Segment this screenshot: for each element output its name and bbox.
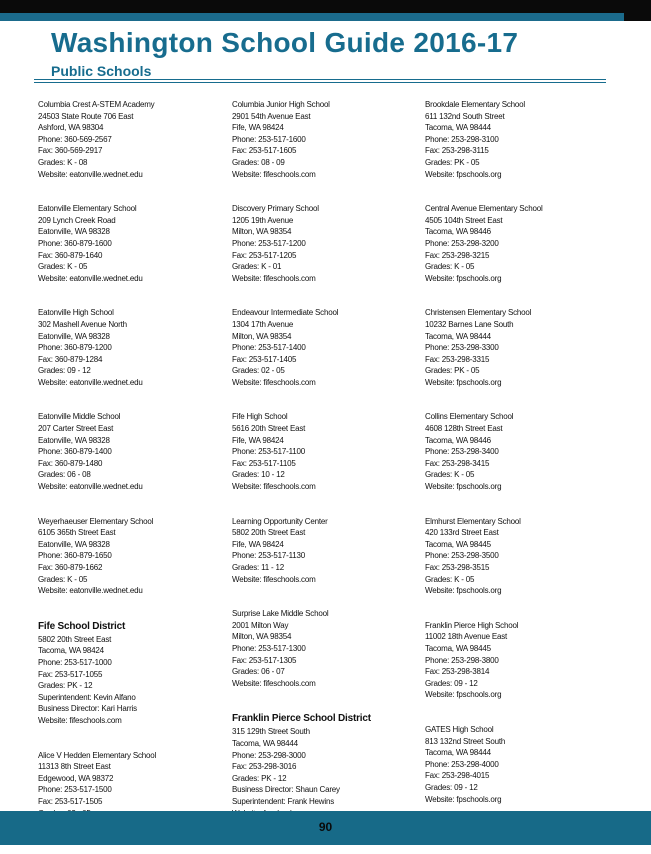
entry-detail-line: Website: fifeschools.com: [232, 169, 316, 179]
entry-detail-line: Website: eatonville.wednet.edu: [38, 169, 143, 179]
entry-detail-line: Phone: 253-298-3300: [425, 343, 499, 353]
entry-detail-line: 302 Mashell Avenue North: [38, 319, 127, 329]
entry-detail-line: Grades: PK - 12: [232, 773, 287, 783]
entry-detail-line: 4505 104th Street East: [425, 215, 503, 225]
entry-detail-line: Grades: 09 - 12: [38, 366, 91, 376]
school-entry: [38, 99, 228, 180]
school-name: Central Avenue Elementary School: [425, 204, 543, 214]
entry-detail-line: Grades: K - 05: [38, 574, 88, 584]
page-number: 90: [318, 820, 333, 834]
entry-detail-line: Phone: 360-569-2567: [38, 134, 112, 144]
entry-detail-line: Edgewood, WA 98372: [38, 773, 114, 783]
district-name: Franklin Pierce School District: [232, 713, 371, 725]
entry-detail-line: Phone: 253-298-3100: [425, 134, 499, 144]
entry-detail-line: Grades: 10 - 12: [232, 470, 285, 480]
school-entry: [425, 307, 615, 388]
entry-detail-line: Grades: PK - 05: [425, 366, 480, 376]
school-entry: [38, 203, 228, 284]
entry-detail-line: Phone: 253-298-4000: [425, 759, 499, 769]
entry-detail-line: 315 129th Street South: [232, 727, 310, 737]
entry-detail-line: Website: fifeschools.com: [232, 273, 316, 283]
school-name: Columbia Junior High School: [232, 100, 330, 109]
school-entry: [38, 307, 228, 388]
entry-detail-line: Grades: 09 - 12: [425, 782, 478, 792]
entry-detail-line: Milton, WA 98354: [232, 227, 292, 237]
entry-detail-line: Phone: 253-298-3500: [425, 551, 499, 561]
school-name: Eatonville Elementary School: [38, 204, 137, 214]
entry-detail-line: 1205 19th Avenue: [232, 215, 294, 225]
entry-detail-line: Website: fifeschools.com: [232, 678, 316, 688]
entry-detail-line: 5802 20th Street East: [232, 528, 306, 538]
entry-detail-line: Phone: 253-517-1400: [232, 343, 306, 353]
entry-detail-line: 209 Lynch Creek Road: [38, 215, 116, 225]
school-entry: [232, 608, 422, 689]
top-black-bar: [0, 0, 651, 13]
entry-detail-line: Grades: PK - 05: [425, 157, 480, 167]
entry-detail-line: Fife, WA 98424: [232, 123, 284, 133]
entry-detail-line: 10232 Barnes Lane South: [425, 319, 514, 329]
entry-detail-line: Eatonville, WA 98328: [38, 435, 110, 445]
entry-detail-line: Fax: 253-298-3016: [232, 762, 297, 772]
school-name: Elmhurst Elementary School: [425, 516, 521, 526]
entry-detail-line: Website: fifeschools.com: [232, 482, 316, 492]
entry-detail-line: Tacoma, WA 98444: [232, 738, 298, 748]
entry-detail-line: 1304 17th Avenue: [232, 319, 294, 329]
entry-detail-line: Phone: 253-298-3400: [425, 447, 499, 457]
entry-detail-line: Fife, WA 98424: [232, 435, 284, 445]
entry-detail-line: Website: eatonville.wednet.edu: [38, 273, 143, 283]
entry-detail-line: Website: eatonville.wednet.edu: [38, 482, 143, 492]
entry-detail-line: Website: fifeschools.com: [232, 574, 316, 584]
entry-detail-line: Phone: 360-879-1650: [38, 551, 112, 561]
entry-detail-line: 4608 128th Street East: [425, 424, 503, 434]
school-name: Alice V Hedden Elementary School: [38, 750, 157, 760]
entry-detail-line: Tacoma, WA 98444: [425, 331, 491, 341]
school-name: GATES High School: [425, 724, 494, 734]
listing-column-2: [232, 99, 422, 842]
listing-column-1: [38, 99, 228, 854]
entry-detail-line: Fax: 253-298-4015: [425, 771, 490, 781]
entry-detail-line: Website: eatonville.wednet.edu: [38, 586, 143, 596]
school-entry: [425, 203, 615, 284]
entry-detail-line: Fax: 253-517-1505: [38, 796, 103, 806]
entry-detail-line: Eatonville, WA 98328: [38, 227, 110, 237]
entry-detail-line: Business Director: Shaun Carey: [232, 785, 340, 795]
school-name: Christensen Elementary School: [425, 308, 532, 318]
page-subtitle: Public Schools: [51, 63, 152, 79]
school-name: Surprise Lake Middle School: [232, 609, 329, 619]
entry-detail-line: Tacoma, WA 98444: [425, 748, 491, 758]
header-rule: [34, 82, 606, 83]
entry-detail-line: Eatonville, WA 98328: [38, 331, 110, 341]
entry-detail-line: Phone: 253-517-1600: [232, 134, 306, 144]
entry-detail-line: Website: fpschools.org: [425, 586, 502, 596]
school-name: Eatonville Middle School: [38, 412, 121, 422]
entry-detail-line: Fax: 253-517-1305: [232, 655, 297, 665]
top-accent-bar: [0, 13, 651, 21]
entry-detail-line: Phone: 253-298-3000: [232, 750, 306, 760]
entry-detail-line: Website: fpschools.org: [425, 377, 502, 387]
entry-detail-line: 813 132nd Street South: [425, 736, 506, 746]
entry-detail-line: Website: fpschools.org: [425, 794, 502, 804]
entry-detail-line: Website: fifeschools.com: [232, 377, 316, 387]
entry-detail-line: Phone: 253-517-1130: [232, 551, 306, 561]
header-rule: [34, 79, 606, 80]
entry-detail-line: Grades: PK - 12: [38, 681, 93, 691]
entry-detail-line: Phone: 253-517-1100: [232, 447, 306, 457]
entry-detail-line: Grades: 02 - 05: [232, 366, 285, 376]
entry-detail-line: Grades: K - 01: [232, 262, 282, 272]
page-title: Washington School Guide 2016-17: [51, 27, 519, 58]
entry-detail-line: Website: fpschools.org: [425, 690, 502, 700]
entry-detail-line: 207 Carter Street East: [38, 424, 114, 434]
entry-detail-line: Fife, WA 98424: [232, 539, 284, 549]
entry-detail-line: Grades: K - 05: [425, 262, 475, 272]
entry-detail-line: Fax: 253-517-1405: [232, 354, 297, 364]
school-entry: [425, 99, 615, 180]
school-name: Franklin Pierce High School: [425, 620, 519, 630]
entry-detail-line: 11313 8th Street East: [38, 762, 111, 772]
entry-detail-line: Phone: 360-879-1200: [38, 343, 112, 353]
school-name: Discovery Primary School: [232, 204, 319, 214]
entry-detail-line: Phone: 253-517-1000: [38, 657, 112, 667]
entry-detail-line: Fax: 253-298-3315: [425, 354, 490, 364]
school-entry: [232, 411, 422, 492]
entry-detail-line: Milton, WA 98354: [232, 331, 292, 341]
district-name: Fife School District: [38, 620, 126, 632]
entry-detail-line: Website: fifeschools.com: [38, 715, 122, 725]
school-entry: [425, 724, 615, 805]
entry-detail-line: Grades: K - 05: [38, 262, 88, 272]
entry-detail-line: Fax: 253-298-3814: [425, 667, 490, 677]
school-entry: [232, 307, 422, 388]
entry-detail-line: Fax: 360-879-1662: [38, 563, 103, 572]
school-name: Eatonville High School: [38, 308, 114, 318]
district-entry: [38, 620, 228, 727]
school-entry: [425, 411, 615, 492]
school-name: Fife High School: [232, 412, 288, 422]
entry-detail-line: Fax: 253-298-3515: [425, 563, 490, 572]
entry-detail-line: Phone: 253-517-1500: [38, 785, 112, 795]
school-entry: [38, 411, 228, 492]
entry-detail-line: 24503 State Route 706 East: [38, 111, 134, 121]
entry-detail-line: 5802 20th Street East: [38, 634, 112, 644]
school-entry: [232, 99, 422, 180]
entry-detail-line: Grades: 11 - 12: [232, 563, 284, 572]
entry-detail-line: Grades: 09 - 12: [425, 678, 478, 688]
entry-detail-line: 2901 54th Avenue East: [232, 111, 311, 121]
entry-detail-line: Fax: 253-517-1055: [38, 669, 103, 679]
entry-detail-line: Fax: 253-298-3215: [425, 250, 490, 260]
school-entry: [425, 516, 615, 597]
entry-detail-line: Tacoma, WA 98424: [38, 646, 104, 656]
entry-detail-line: Ashford, WA 98304: [38, 123, 104, 133]
entry-detail-line: Fax: 253-517-1605: [232, 146, 297, 156]
entry-detail-line: Phone: 360-879-1600: [38, 238, 112, 248]
entry-detail-line: Phone: 253-517-1300: [232, 643, 306, 653]
entry-detail-line: Grades: K - 05: [425, 470, 475, 480]
school-entry: [232, 203, 422, 284]
school-name: Weyerhaeuser Elementary School: [38, 516, 154, 526]
entry-detail-line: Phone: 253-517-1200: [232, 238, 306, 248]
entry-detail-line: Tacoma, WA 98445: [425, 539, 491, 549]
entry-detail-line: Phone: 253-298-3200: [425, 238, 499, 248]
entry-detail-line: Phone: 360-879-1400: [38, 447, 112, 457]
listing-column-3: [425, 99, 615, 828]
entry-detail-line: Grades: K - 08: [38, 157, 88, 167]
entry-detail-line: Fax: 253-298-3115: [425, 146, 489, 156]
entry-detail-line: 611 132nd South Street: [425, 111, 505, 121]
entry-detail-line: 11002 18th Avenue East: [425, 632, 508, 642]
entry-detail-line: Tacoma, WA 98444: [425, 123, 491, 133]
school-name: Columbia Crest A-STEM Academy: [38, 100, 155, 109]
school-name: Endeavour Intermediate School: [232, 308, 339, 318]
entry-detail-line: Fax: 360-879-1640: [38, 250, 103, 260]
entry-detail-line: 5616 20th Street East: [232, 424, 306, 434]
entry-detail-line: Superintendent: Frank Hewins: [232, 796, 335, 806]
entry-detail-line: Fax: 253-517-1105: [232, 458, 296, 468]
school-entry: [232, 516, 422, 586]
entry-detail-line: Eatonville, WA 98328: [38, 539, 110, 549]
entry-detail-line: 420 133rd Street East: [425, 528, 499, 538]
entry-detail-line: Fax: 360-569-2917: [38, 146, 103, 156]
entry-detail-line: Grades: 06 - 07: [232, 667, 285, 677]
entry-detail-line: Website: fpschools.org: [425, 482, 502, 492]
entry-detail-line: 2001 Milton Way: [232, 620, 289, 630]
entry-detail-line: Superintendent: Kevin Alfano: [38, 692, 136, 702]
entry-detail-line: Fax: 253-517-1205: [232, 250, 297, 260]
district-entry: [232, 712, 422, 819]
entry-detail-line: Tacoma, WA 98446: [425, 435, 491, 445]
entry-detail-line: Tacoma, WA 98446: [425, 227, 491, 237]
school-name: Learning Opportunity Center: [232, 516, 328, 526]
entry-detail-line: Grades: K - 05: [425, 574, 475, 584]
entry-detail-line: Website: fpschools.org: [425, 169, 502, 179]
entry-detail-line: Website: eatonville.wednet.edu: [38, 377, 143, 387]
entry-detail-line: Milton, WA 98354: [232, 632, 292, 642]
entry-detail-line: Tacoma, WA 98445: [425, 643, 491, 653]
entry-detail-line: Grades: 08 - 09: [232, 157, 285, 167]
entry-detail-line: Grades: 06 - 08: [38, 470, 91, 480]
entry-detail-line: 6105 365th Street East: [38, 528, 116, 538]
entry-detail-line: Website: fpschools.org: [425, 273, 502, 283]
entry-detail-line: Fax: 360-879-1480: [38, 458, 103, 468]
entry-detail-line: Phone: 253-298-3800: [425, 655, 499, 665]
entry-detail-line: Fax: 253-298-3415: [425, 458, 490, 468]
school-entry: [425, 620, 615, 701]
school-name: Brookdale Elementary School: [425, 100, 525, 109]
entry-detail-line: Business Director: Kari Harris: [38, 704, 137, 714]
entry-detail-line: Fax: 360-879-1284: [38, 354, 103, 364]
corner-tab: [624, 13, 651, 21]
school-entry: [38, 516, 228, 597]
school-name: Collins Elementary School: [425, 412, 514, 422]
